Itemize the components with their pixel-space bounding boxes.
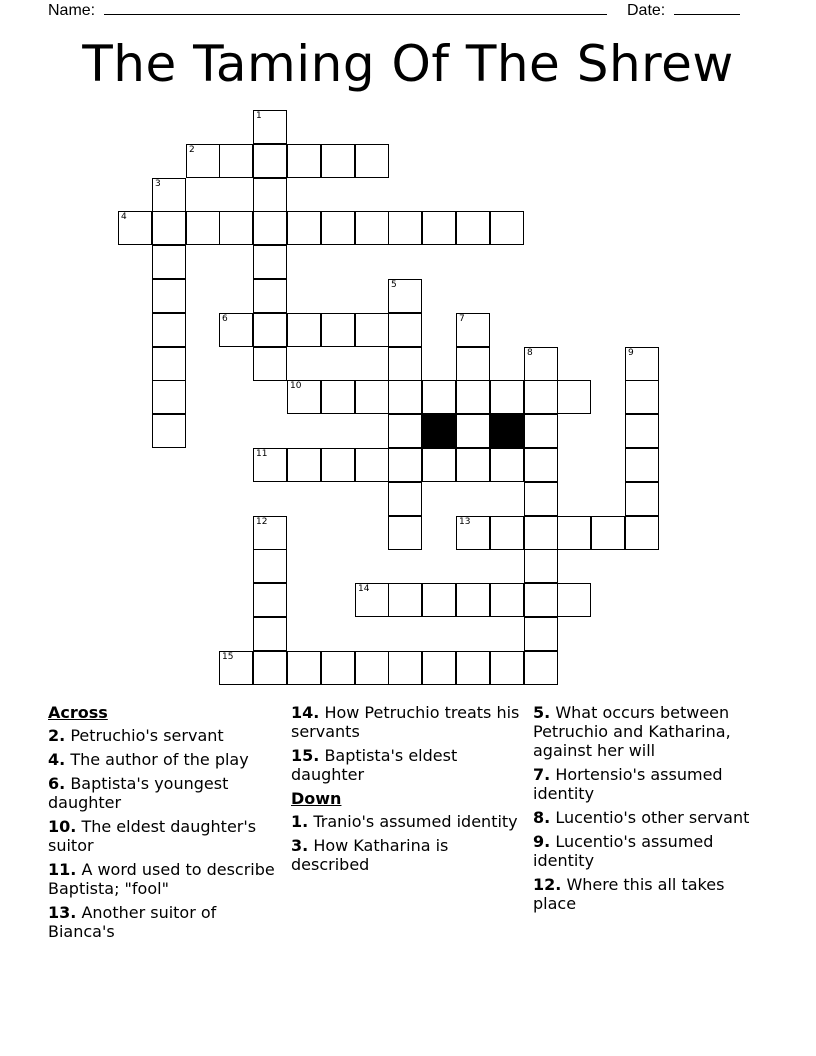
grid-cell[interactable] xyxy=(456,516,490,550)
grid-cell[interactable] xyxy=(422,211,456,245)
grid-cell[interactable] xyxy=(524,583,558,617)
clue-item-text: Petruchio's servant xyxy=(70,726,224,745)
grid-cell[interactable] xyxy=(355,211,389,245)
grid-cell[interactable] xyxy=(152,178,186,212)
down-heading: Down xyxy=(291,789,342,808)
grid-cell[interactable] xyxy=(422,583,456,617)
grid-cell[interactable] xyxy=(524,651,558,685)
clue-item-text: Lucentio's other servant xyxy=(555,808,750,827)
clue-item xyxy=(48,750,280,769)
grid-cell[interactable] xyxy=(524,347,558,381)
grid-cell[interactable] xyxy=(219,211,253,245)
clues-column-2 xyxy=(291,703,523,879)
grid-cell[interactable] xyxy=(321,448,355,482)
grid-cell[interactable] xyxy=(524,414,558,448)
clue-item-text: Where this all takes place xyxy=(533,875,725,913)
grid-cell[interactable] xyxy=(388,211,422,245)
grid-cell[interactable] xyxy=(625,347,659,381)
grid-cell[interactable] xyxy=(355,651,389,685)
clue-number: 5 xyxy=(391,280,397,290)
grid-cell[interactable] xyxy=(253,516,287,550)
clue-number: 4 xyxy=(121,212,127,222)
clue-item-text: How Petruchio treats his servants xyxy=(291,703,520,741)
grid-cell[interactable] xyxy=(625,380,659,414)
clue-item-text: Baptista's youngest daughter xyxy=(48,774,229,812)
grid-cell[interactable] xyxy=(152,347,186,381)
grid-cell[interactable] xyxy=(253,651,287,685)
grid-cell[interactable] xyxy=(253,583,287,617)
grid-cell[interactable] xyxy=(490,583,524,617)
grid-cell[interactable] xyxy=(253,448,287,482)
clue-item-number: 3. xyxy=(291,836,309,855)
grid-cell[interactable] xyxy=(321,211,355,245)
clue-item xyxy=(48,774,280,812)
clue-item-text: How Katharina is described xyxy=(291,836,449,874)
clue-item xyxy=(48,817,280,855)
grid-cell[interactable] xyxy=(321,380,355,414)
grid-cell[interactable] xyxy=(253,211,287,245)
grid-cell[interactable] xyxy=(422,448,456,482)
clue-number: 6 xyxy=(222,314,228,324)
grid-cell[interactable] xyxy=(524,380,558,414)
grid-cell[interactable] xyxy=(253,245,287,279)
name-label: Name: xyxy=(48,2,96,19)
grid-cell[interactable] xyxy=(388,482,422,516)
grid-cell[interactable] xyxy=(152,313,186,347)
grid-cell[interactable] xyxy=(557,516,591,550)
grid-cell[interactable] xyxy=(625,516,659,550)
grid-cell[interactable] xyxy=(388,313,422,347)
clue-item-text: The author of the play xyxy=(70,750,249,769)
clue-item-number: 9. xyxy=(533,832,551,851)
grid-cell[interactable] xyxy=(253,178,287,212)
clue-number: 11 xyxy=(256,449,268,459)
date-label: Date: xyxy=(627,2,666,19)
clue-item-number: 12. xyxy=(533,875,562,894)
clue-number: 14 xyxy=(358,584,370,594)
grid-cell[interactable] xyxy=(253,347,287,381)
clue-item xyxy=(291,836,523,874)
grid-cell[interactable] xyxy=(524,516,558,550)
across-clue-list-continued xyxy=(291,703,523,784)
grid-cell[interactable] xyxy=(152,380,186,414)
clue-item xyxy=(291,703,523,741)
grid-cell[interactable] xyxy=(253,549,287,583)
grid-cell[interactable] xyxy=(456,211,490,245)
clue-number: 15 xyxy=(222,652,234,662)
grid-cell[interactable] xyxy=(355,313,389,347)
grid-cell[interactable] xyxy=(388,380,422,414)
grid-cell[interactable] xyxy=(152,414,186,448)
clue-number: 12 xyxy=(256,517,268,527)
grid-cell[interactable] xyxy=(219,144,253,178)
clue-number: 10 xyxy=(290,381,302,391)
grid-cell[interactable] xyxy=(490,448,524,482)
grid-cell[interactable] xyxy=(524,448,558,482)
grid-cell[interactable] xyxy=(456,347,490,381)
clue-item xyxy=(48,860,280,898)
clue-item xyxy=(291,812,523,831)
grid-cell[interactable] xyxy=(524,549,558,583)
clue-item xyxy=(533,875,765,913)
clue-item-text: Another suitor of Bianca's xyxy=(48,903,217,941)
grid-cell[interactable] xyxy=(287,448,321,482)
grid-cell[interactable] xyxy=(186,211,220,245)
clue-item-number: 4. xyxy=(48,750,66,769)
clue-number: 2 xyxy=(189,145,195,155)
clues-column-1 xyxy=(48,703,280,946)
grid-cell[interactable] xyxy=(287,380,321,414)
clue-item-number: 14. xyxy=(291,703,320,722)
clue-item-number: 10. xyxy=(48,817,77,836)
grid-cell[interactable] xyxy=(524,482,558,516)
grid-cell[interactable] xyxy=(625,482,659,516)
clue-number: 8 xyxy=(527,348,533,358)
grid-cell[interactable] xyxy=(321,144,355,178)
grid-cell[interactable] xyxy=(118,211,152,245)
clue-item xyxy=(48,726,280,745)
grid-cell[interactable] xyxy=(152,279,186,313)
grid-cell[interactable] xyxy=(422,380,456,414)
grid-cell[interactable] xyxy=(456,414,490,448)
grid-cell[interactable] xyxy=(287,211,321,245)
clue-item-text: A word used to describe Baptista; "fool" xyxy=(48,860,275,898)
grid-cell[interactable] xyxy=(422,651,456,685)
clue-item xyxy=(533,703,765,760)
clue-number: 9 xyxy=(628,348,634,358)
across-heading: Across xyxy=(48,703,108,722)
grid-cell[interactable] xyxy=(287,651,321,685)
grid-cell[interactable] xyxy=(355,583,389,617)
page-title: The Taming Of The Shrew xyxy=(82,35,734,93)
clue-item-number: 8. xyxy=(533,808,551,827)
grid-cell[interactable] xyxy=(388,279,422,313)
grid-cell[interactable] xyxy=(287,313,321,347)
clue-item-number: 11. xyxy=(48,860,77,879)
grid-cell[interactable] xyxy=(591,516,625,550)
clue-item xyxy=(533,808,765,827)
down-clue-list xyxy=(291,812,523,874)
grid-cell[interactable] xyxy=(253,144,287,178)
grid-cell[interactable] xyxy=(456,583,490,617)
clue-number: 7 xyxy=(459,314,465,324)
grid-cell[interactable] xyxy=(253,279,287,313)
grid-cell[interactable] xyxy=(490,516,524,550)
clue-item-number: 1. xyxy=(291,812,309,831)
grid-cell[interactable] xyxy=(355,380,389,414)
clues-column-3 xyxy=(533,703,765,918)
grid-cell[interactable] xyxy=(287,144,321,178)
grid-cell[interactable] xyxy=(456,380,490,414)
grid-block xyxy=(422,414,456,448)
grid-cell[interactable] xyxy=(456,448,490,482)
clue-number: 1 xyxy=(256,111,262,121)
grid-cell[interactable] xyxy=(253,617,287,651)
grid-cell[interactable] xyxy=(625,448,659,482)
clue-item-number: 13. xyxy=(48,903,77,922)
grid-cell[interactable] xyxy=(253,110,287,144)
grid-cell[interactable] xyxy=(557,583,591,617)
grid-cell[interactable] xyxy=(456,651,490,685)
clue-item xyxy=(533,832,765,870)
grid-cell[interactable] xyxy=(490,211,524,245)
grid-cell[interactable] xyxy=(152,211,186,245)
clue-item-number: 2. xyxy=(48,726,66,745)
down-clue-list-continued xyxy=(533,703,765,913)
clue-item-number: 15. xyxy=(291,746,320,765)
grid-cell[interactable] xyxy=(490,380,524,414)
grid-cell[interactable] xyxy=(388,414,422,448)
grid-cell[interactable] xyxy=(388,448,422,482)
grid-cell[interactable] xyxy=(253,313,287,347)
clue-item-text: Hortensio's assumed identity xyxy=(533,765,723,803)
grid-cell[interactable] xyxy=(557,380,591,414)
clue-item xyxy=(291,746,523,784)
clue-item-number: 7. xyxy=(533,765,551,784)
clue-item-text: The eldest daughter's suitor xyxy=(48,817,257,855)
clue-item-number: 5. xyxy=(533,703,551,722)
grid-cell[interactable] xyxy=(355,448,389,482)
grid-cell[interactable] xyxy=(219,651,253,685)
grid-cell[interactable] xyxy=(388,651,422,685)
clue-number: 13 xyxy=(459,517,471,527)
clue-item xyxy=(533,765,765,803)
grid-cell[interactable] xyxy=(388,583,422,617)
grid-cell[interactable] xyxy=(321,313,355,347)
grid-cell[interactable] xyxy=(152,245,186,279)
across-clue-list xyxy=(48,726,280,941)
grid-cell[interactable] xyxy=(355,144,389,178)
clue-number: 3 xyxy=(155,179,161,189)
grid-cell[interactable] xyxy=(321,651,355,685)
clue-item-text: Lucentio's assumed identity xyxy=(533,832,714,870)
grid-cell[interactable] xyxy=(456,313,490,347)
grid-block xyxy=(490,414,524,448)
grid-cell[interactable] xyxy=(490,651,524,685)
grid-cell[interactable] xyxy=(388,516,422,550)
grid-cell[interactable] xyxy=(625,414,659,448)
grid-cell[interactable] xyxy=(219,313,253,347)
clue-item-text: Tranio's assumed identity xyxy=(313,812,518,831)
clue-item xyxy=(48,903,280,941)
grid-cell[interactable] xyxy=(388,347,422,381)
clue-item-text: Baptista's eldest daughter xyxy=(291,746,458,784)
grid-cell[interactable] xyxy=(524,617,558,651)
grid-cell[interactable] xyxy=(186,144,220,178)
clue-item-text: What occurs between Petruchio and Katharina, against her will xyxy=(533,703,731,760)
clue-item-number: 6. xyxy=(48,774,66,793)
